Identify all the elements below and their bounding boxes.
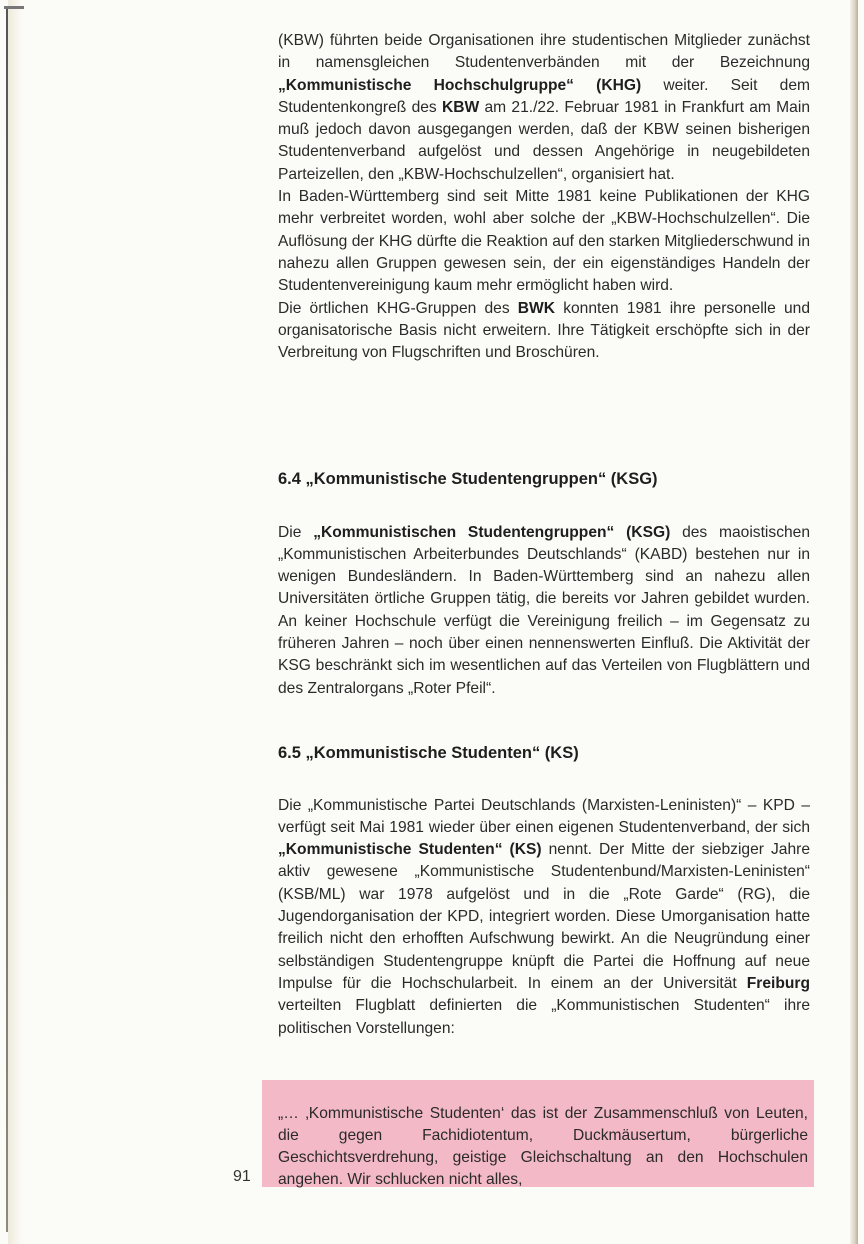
page-left-edge (6, 6, 8, 1232)
page-gutter-shadow (8, 0, 22, 1244)
text-run: Die örtlichen KHG-Gruppen des (278, 299, 518, 317)
text-run: Die (278, 523, 314, 541)
text-run: (KBW) führten beide Organisationen ihre studentischen Mitglieder zunächst in namensgleichen Studentenverbänden mit der Bezeichnung (278, 32, 810, 72)
text-run: nennt. Der Mitte der siebziger Jahre aktiv gewesene „Kommunistische Studentenbund/Marxisten-Leninisten“ (KSB/ML) war 1978 aufgelöst und in die „Rote Garde“ (RG), die Jugendorganisation der KPD, integriert worden. Diese Umorganisation hatte freilich nicht den erhofften Aufschwung bewirkt. An die Neugründung einer selbständigen Studentengruppe knüpft die Partei die Hoffnung auf neue Impulse für die Hochschularbeit. In einem an der Universität (278, 841, 811, 992)
text-run: Die „Kommunistische Partei Deutschlands (Marxisten-Leninisten)“ – KPD – verfügt seit Mai 1981 wieder über einen eigenen Studentenverband, der sich (278, 796, 810, 836)
intro-paragraph-1 (278, 30, 810, 186)
page-right-edge (850, 0, 858, 1244)
bold-term: „Kommunistische Hochschulgruppe“ (KHG) (278, 76, 642, 94)
text-run: konnten 1981 ihre personelle und organisatorische Basis nicht erweitern. Ihre Tätigkeit erschöpfte sich in der Verbreitung von Flugschriften und Broschüren. (278, 299, 810, 362)
text-run: am 21./22. Februar 1981 in Frankfurt am Main muß jedoch davon ausgegangen werden, daß der KBW seinen bisherigen Studentenverband aufgelöst und dessen Angehörige in neugebildeten Parteizellen, den „KBW-Hochschulzellen“, organisiert hat. (278, 98, 810, 183)
bold-term: KBW (441, 98, 480, 116)
intro-paragraph-2 (278, 186, 810, 297)
section-6-5-paragraph (278, 795, 810, 1040)
page-number: 91 (233, 1168, 251, 1185)
text-run: verteilten Flugblatt definierten die „Kommunistischen Studenten“ ihre politischen Vorstellungen: (278, 997, 810, 1037)
intro-text (278, 30, 810, 364)
bold-term: „Kommunistischen Studentengruppen“ (KSG) (313, 523, 671, 541)
page-left-edge-mark (4, 6, 24, 9)
section-heading-6-5: 6.5 „Kommunistische Studenten“ (KS) (278, 744, 579, 762)
text-run: In Baden-Württemberg sind seit Mitte 1981 keine Publikationen der KHG mehr verbreitet worden, wohl aber solche der „KBW-Hochschulzellen“. Die Auflösung der KHG dürfte die Reaktion auf den starken Mitgliederschwund in nahezu allen Gruppen gewesen sein, der ein eigenständiges Handeln der Studentenvereinigung kaum mehr ermöglicht haben wird. (278, 188, 810, 295)
intro-paragraph-3 (278, 298, 810, 365)
leaflet-quote: „… ‚Kommunistische Studenten‘ das ist der Zusammenschluß von Leuten, die gegen Fachidiotentum, Duckmäusertum, bürgerliche Geschichtsverdrehung, geistige Gleichschaltung an den Hochschulen angehen. Wir schlucken nicht alles, (278, 1104, 808, 1189)
text-run: weiter. Seit dem Studentenkongreß des (278, 76, 810, 116)
bold-term: Freiburg (746, 974, 810, 992)
bold-term: „Kommunistische Studenten“ (KS) (278, 841, 542, 859)
section-heading-6-4: 6.4 „Kommunistische Studentengruppen“ (KSG) (278, 470, 658, 488)
bold-term: BWK (517, 299, 556, 317)
text-run: des maoistischen „Kommunistischen Arbeiterbundes Deutschlands“ (KABD) bestehen nur in wenigen Bundesländern. In Baden-Württemberg sind an nahezu allen Universitäten örtliche Gruppen tätig, die bereits vor Jahren gebildet wurden. An keiner Hochschule verfügt die Vereinigung freilich – im Gegensatz zu früheren Jahren – noch über einen nennenswerten Einfluß. Die Aktivität der KSG beschränkt sich im wesentlichen auf das Verteilen von Flugblättern und des Zentralorgans „Roter Pfeil“. (278, 523, 811, 697)
section-6-4-paragraph (278, 522, 810, 700)
